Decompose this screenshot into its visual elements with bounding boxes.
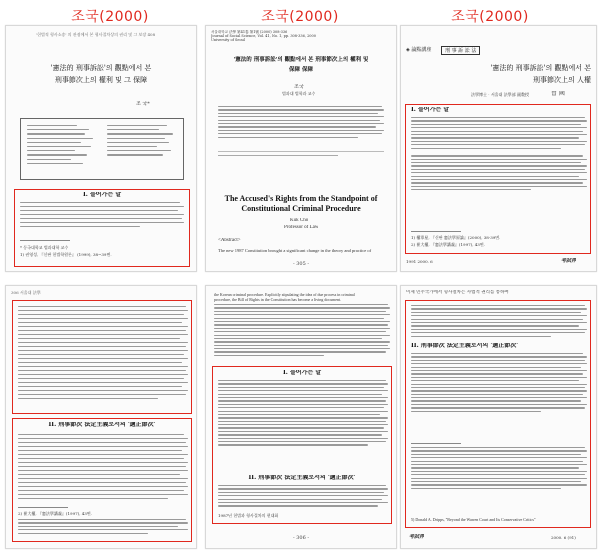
- article-title-line2: 刑事節次上의 權利 및 그 保障: [54, 76, 148, 84]
- korean-keywords: [218, 154, 384, 158]
- body-text: [411, 353, 587, 414]
- body-text: [18, 306, 188, 402]
- footnote: 2) 崔大權, 『憲法學講義』(1997), 43면.: [18, 511, 92, 516]
- author-name: 曺 國: [551, 91, 565, 97]
- article-title-line1: '憲法的 刑事訴訟'의 觀點에서 본: [490, 64, 591, 72]
- article-title-line1: '憲法的 刑事訴訟'의 觀點에서 본: [50, 64, 152, 72]
- author-info: 法學博士 · 서울대 法學部 副敎授: [471, 92, 529, 97]
- section-heading: I. 들어가는 말: [411, 107, 450, 113]
- journal-info: 서울대학교 法學 第41卷 第1號 (2000) 308-336: [211, 30, 288, 34]
- footnote: * 동국대학교 법과대학 교수: [20, 245, 69, 250]
- subcategory-tag: 刑 事 訴 訟 法: [441, 46, 480, 55]
- journal-info: Journal of Social Science, Vol. 41, No. 1, pp. 308-336, 2000: [211, 34, 316, 38]
- article-title-line2: 刑事節次上의 人權: [533, 76, 591, 84]
- highlight-box: [12, 418, 192, 542]
- section-heading: II. 刑事節次 法定主義로서의 '適正節次': [411, 343, 519, 349]
- highlight-box: [12, 300, 192, 414]
- footnote-english: 5) Donald A. Dripps, "Beyond the Warren Court and Its Conservative Critics": [411, 517, 536, 522]
- english-title-line2: Constitutional Criminal Procedure: [241, 204, 361, 213]
- page-header: 306 서울대 法學: [11, 290, 41, 295]
- page-6-gosigye-article: [400, 285, 597, 549]
- english-author: Kuk Cho: [290, 218, 309, 223]
- page-4-seoul-law-journal: [5, 285, 197, 549]
- english-text: procedure, the Bill of Rights in the Constitution has become a living document.: [214, 297, 342, 302]
- article-title-line1: '憲法的 刑事訴訟'의 觀點에서 본 刑事節次上의 權利 및: [233, 57, 369, 63]
- column-label-3: 조국(2000): [451, 9, 529, 25]
- author-name: 조 국*: [136, 101, 150, 107]
- english-abstract-body: [214, 304, 390, 358]
- page-header: 이제 민주국가에서 형사절차는 사법적 권리를 통하여: [406, 290, 509, 295]
- journal-info: University of Seoul: [211, 38, 245, 42]
- article-title-line2: 保障 保障: [289, 67, 313, 73]
- page-info: 2000. 6 (91): [551, 535, 576, 540]
- body-text: [18, 434, 188, 502]
- footnotes: [411, 447, 587, 491]
- highlight-box: [405, 104, 591, 254]
- body-text: [218, 380, 388, 448]
- body-text: [411, 305, 587, 339]
- publisher: 考試界: [561, 258, 577, 264]
- publisher: 考試界: [409, 534, 425, 540]
- footnote: 1987년 헌법과 형사절차의 현대화: [218, 513, 279, 518]
- page-5-journal-article: [205, 285, 397, 549]
- page-header: '헌법적 형사소송' 의 관점에서 본 형사절차상의 권리 및 그 보장 408: [36, 32, 156, 37]
- section-heading: I. 들어가는 말: [282, 370, 322, 376]
- page-number: - 306 -: [292, 535, 310, 541]
- column-label-2: 조국(2000): [261, 9, 339, 25]
- footnote: 1) 권영성, 『신판 헌법학원론』 (1999), 38~39면.: [20, 252, 112, 257]
- page-info: 1991 2000. 6: [406, 259, 433, 264]
- abstract-heading: <Abstract>: [218, 238, 241, 243]
- english-title-line1: The Accused's Rights from the Standpoint of: [224, 194, 378, 203]
- section-heading: II. 刑事節次 法定主義로서의 '適正節次': [48, 422, 156, 428]
- english-affiliation: Professor of Law: [284, 225, 319, 230]
- page-1-seoul-law-journal: [5, 25, 197, 272]
- page-2-journal-article: [205, 25, 397, 272]
- page-number: - 305 -: [292, 261, 310, 267]
- body-text: [411, 117, 587, 193]
- table-of-contents-box: [20, 118, 184, 180]
- section-heading: I. 들어가는 말: [82, 192, 122, 198]
- column-label-1: 조국(2000): [71, 9, 149, 25]
- category-tag: ◈ 論點講座: [406, 47, 432, 53]
- author-affiliation: 법과대 법학과 교수: [282, 91, 316, 96]
- abstract-line: The new 1987 Constitution brought a significant change in the theory and practice of: [218, 248, 372, 253]
- page-3-gosigye-article: [400, 25, 597, 272]
- abstract-korean: [218, 106, 384, 140]
- section-heading: II. 刑事節次 法定主義로서의 '適正節次': [248, 475, 356, 481]
- english-text: the Korean criminal procedure. Explicitly stipulating the idea of due process in criminal: [214, 292, 355, 297]
- highlight-box: [14, 189, 190, 267]
- author-name: 조국: [294, 84, 304, 90]
- footnote: 2) 崔大權, 『憲法學講義』(1997), 43면.: [411, 242, 485, 247]
- footnote: 1) 權寧星, 『신판 憲法學原論』(2000), 38-39면.: [411, 235, 501, 240]
- body-text: [20, 202, 184, 230]
- highlight-box: [405, 300, 591, 528]
- highlight-box: [212, 366, 392, 524]
